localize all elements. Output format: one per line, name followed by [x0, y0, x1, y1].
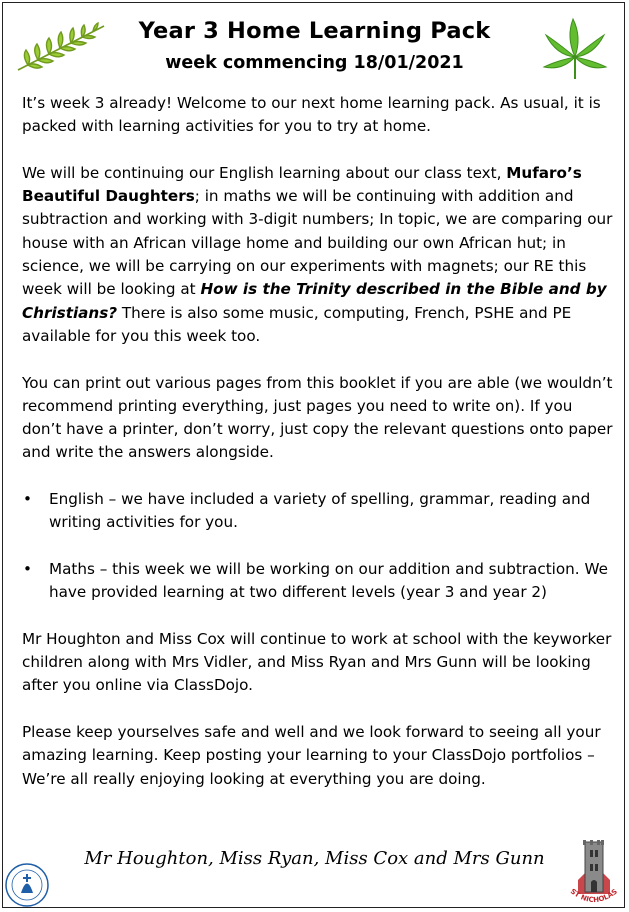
page-subtitle: week commencing 18/01/2021: [165, 53, 464, 73]
chestnut-leaf-icon: [540, 17, 610, 81]
maths-item-text: Maths – this week we will be working on our addition and subtraction. We have provided learning at two different levels (year 3 and year 2): [49, 559, 608, 602]
overview-paragraph: [22, 162, 614, 348]
letter-body: [22, 92, 614, 814]
overview-text-1: We will be continuing our English learning about our class text,: [22, 163, 507, 182]
school-name-text: ST NICHOLAS: [568, 887, 619, 905]
page-title: Year 3 Home Learning Pack: [138, 18, 491, 44]
school-crest-icon: [564, 836, 624, 908]
english-item-text: English – we have included a variety of spelling, grammar, reading and writing activities for you.: [49, 490, 591, 532]
printing-paragraph: You can print out various pages from this booklet if you are able (we wouldn’t recommend printing everything, just pages you need to write on). If you don’t have a printer, don’t worry, just copy the relevant questions onto paper and write the answers alongside.: [22, 373, 613, 462]
re-question: How is the Trinity described in the Bible and by Christians?: [22, 280, 607, 322]
list-item: [22, 488, 614, 535]
diocese-logo-icon: [4, 862, 50, 908]
overview-text-2: ; in maths we will be continuing with addition and subtraction and working with 3-digit numbers; In topic, we are comparing our house with an African village home and building our own African hut; in science, we will be carrying on our experiments with magnets; our RE this week will be looking at: [22, 187, 613, 299]
intro-paragraph: It’s week 3 already! Welcome to our next home learning pack. As usual, it is packed with learning activities for you to try at home.: [22, 94, 601, 136]
bullet-icon: •: [23, 490, 32, 509]
list-item: [22, 558, 614, 605]
signature: Mr Houghton, Miss Ryan, Miss Cox and Mrs Gunn: [84, 848, 545, 869]
overview-text-3: There is also some music, computing, French, PSHE and PE available for you this week too.: [22, 303, 572, 345]
closing-paragraph: Please keep yourselves safe and well and we look forward to seeing all your amazing learning. Keep posting your learning to your ClassDojo portfolios – We’re all really enjoying looking at everything you are doing.: [22, 723, 601, 788]
bullet-icon: •: [23, 559, 32, 578]
subject-list: [22, 488, 614, 604]
staff-paragraph: Mr Houghton and Miss Cox will continue to work at school with the keyworker children along with Mrs Vidler, and Miss Ryan and Mrs Gunn will be looking after you online via ClassDojo.: [22, 629, 612, 695]
class-text-title: Mufaro’s Beautiful Daughters: [22, 163, 582, 206]
